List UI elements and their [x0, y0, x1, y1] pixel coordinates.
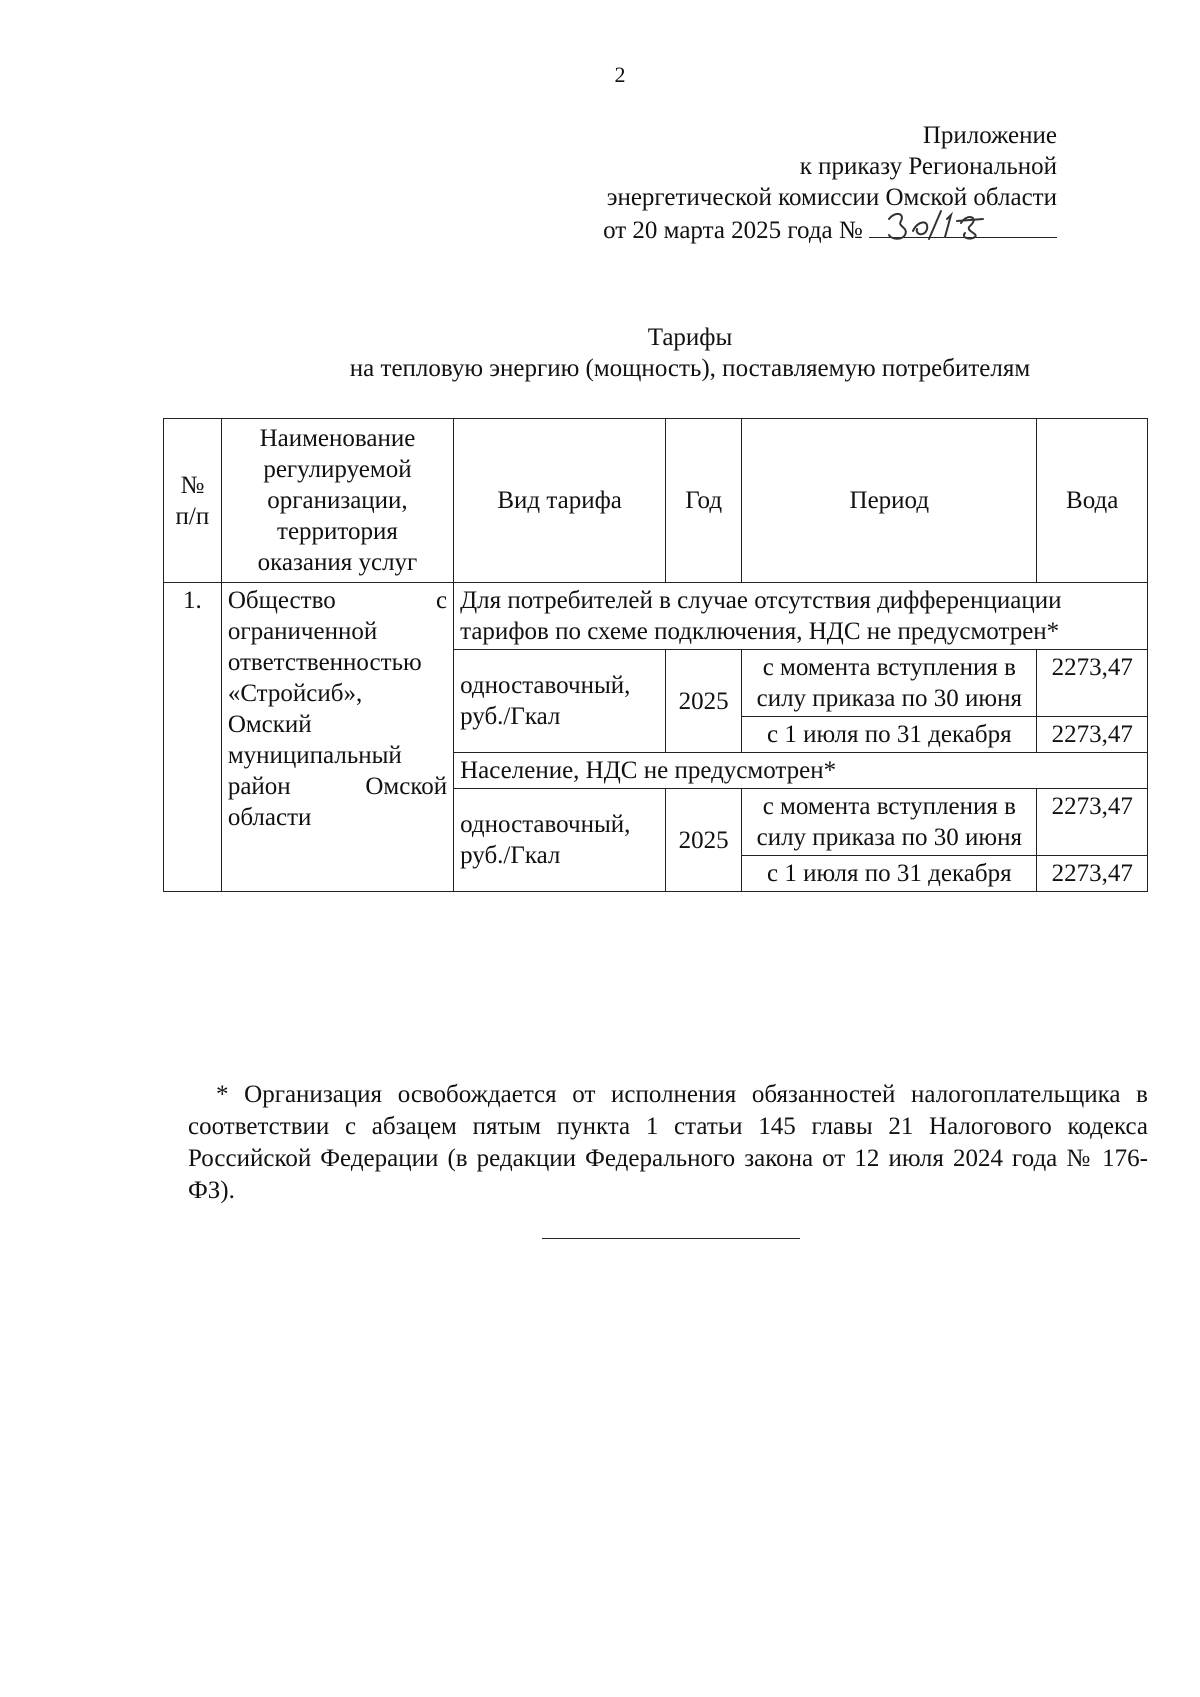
tariffs-table [163, 418, 1148, 892]
handwritten-order-number [883, 205, 1003, 245]
header-tariff-type: Вид тарифа [454, 419, 666, 583]
appendix-block [603, 120, 1057, 246]
header-period: Период [742, 419, 1037, 583]
page-number: 2 [614, 62, 626, 87]
appendix-title: Приложение [922, 122, 1057, 149]
appendix-commission-line: энергетической комиссии Омской области [606, 184, 1057, 211]
appendix-date-line [603, 213, 1057, 246]
appendix-order-line: к приказу Региональной [799, 153, 1057, 180]
org-name: Общество с ограниченной ответственностью «Стройсиб», Омский муниципальный район Омской области [227, 587, 448, 831]
tariff-type: одноставочный, руб./Гкал [454, 789, 666, 892]
header-org: Наименование регулируемой организации, территория оказания услуг [221, 419, 453, 583]
header-year: Год [666, 419, 742, 583]
order-number-field [869, 213, 1057, 238]
appendix-date-text: от 20 марта 2025 года № [603, 217, 863, 244]
tariff-value: 2273,47 [1037, 717, 1148, 753]
title-line-1: Тарифы [647, 324, 733, 351]
header-water: Вода [1037, 419, 1148, 583]
group-heading: Для потребителей в случае отсутствия дифференциации тарифов по схеме подключения, НДС не предусмотрен* [454, 583, 1148, 650]
table-row [164, 583, 1148, 650]
document-title [160, 322, 1200, 384]
tariff-type: одноставочный, руб./Гкал [454, 650, 666, 753]
tariff-year: 2025 [666, 789, 742, 892]
group-heading: Население, НДС не предусмотрен* [454, 753, 1148, 789]
row-org [221, 583, 453, 892]
tariff-period: с момента вступления в силу приказа по 30 июня [742, 650, 1037, 717]
tariff-value: 2273,47 [1037, 856, 1148, 892]
end-divider [542, 1238, 800, 1239]
tariff-value: 2273,47 [1037, 650, 1148, 717]
header-num: № п/п [164, 419, 222, 583]
tariff-year: 2025 [666, 650, 742, 753]
table-header-row [164, 419, 1148, 583]
tariff-period: с момента вступления в силу приказа по 30 июня [742, 789, 1037, 856]
title-line-2: на тепловую энергию (мощность), поставляемую потребителям [349, 355, 1031, 382]
tariff-period: с 1 июля по 31 декабря [742, 856, 1037, 892]
row-num: 1. [164, 583, 222, 892]
tariff-period: с 1 июля по 31 декабря [742, 717, 1037, 753]
footnote: * Организация освобождается от исполнения обязанностей налогоплательщика в соответствии с абзацем пятым пункта 1 статьи 145 главы 21 Налогового кодекса Российской Федерации (в редакции Федерального закона от 12 июля 2024 года № 176-ФЗ). [188, 1081, 1148, 1204]
tariff-value: 2273,47 [1037, 789, 1148, 856]
